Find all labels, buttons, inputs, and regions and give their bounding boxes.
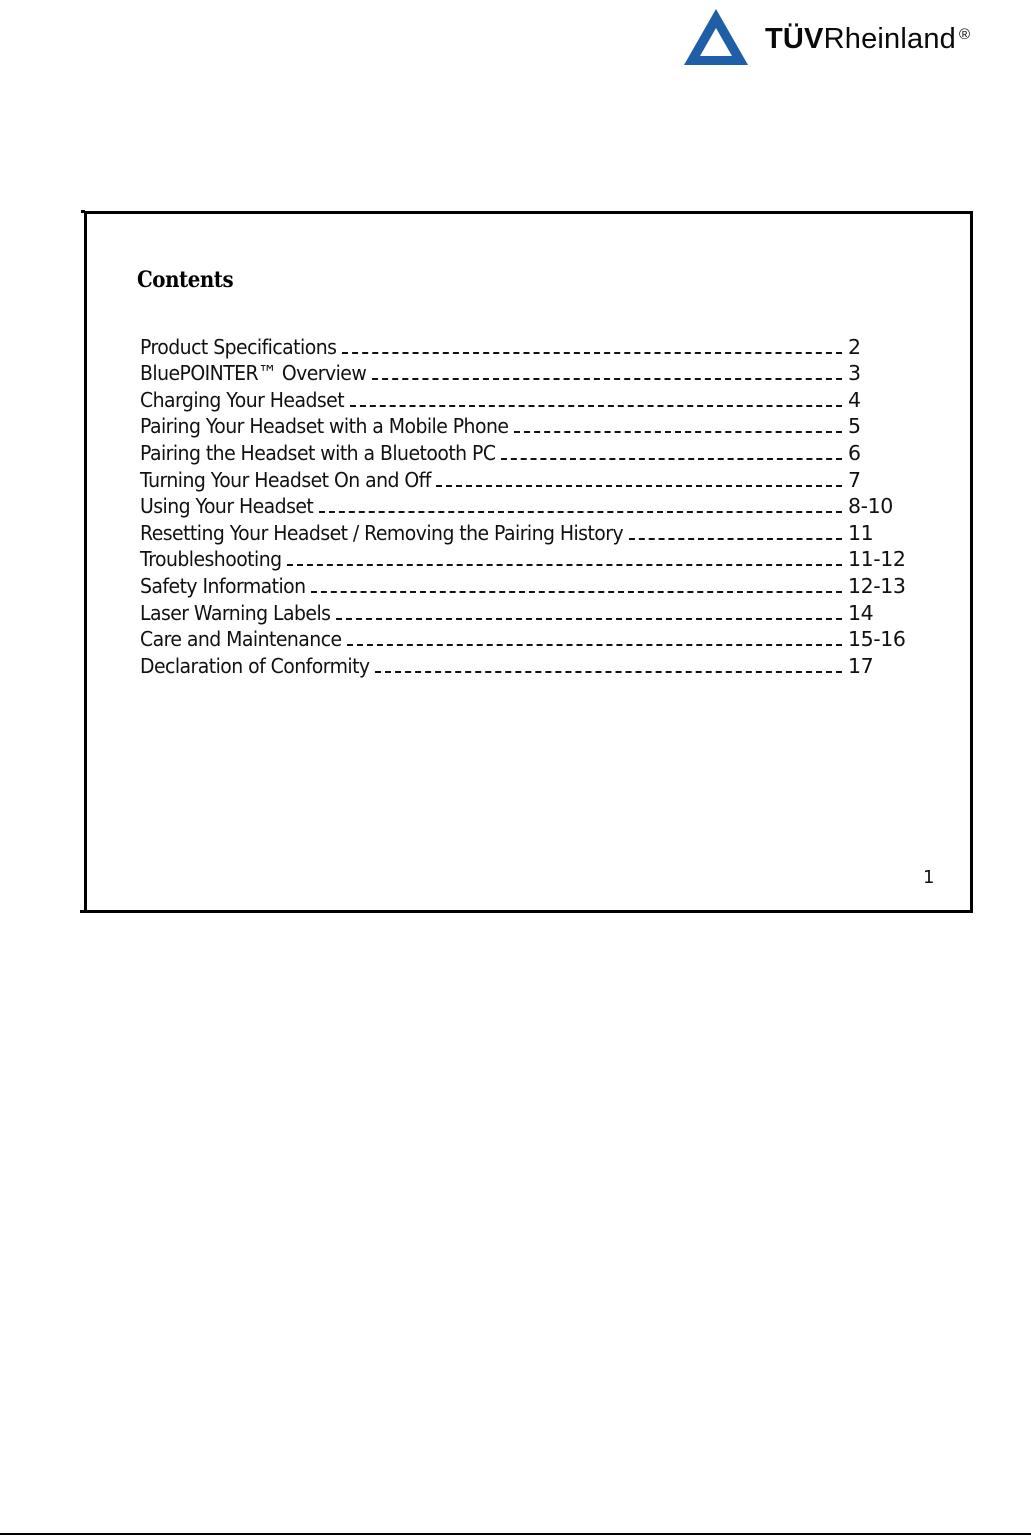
toc-entry-title: Declaration of Conformity <box>140 653 370 678</box>
toc-entry-page: 15-16 <box>848 627 906 652</box>
logo-wordmark-strong: TÜV <box>765 23 824 55</box>
toc-entry-title: Product Specifications <box>140 334 337 359</box>
logo-wordmark-rest: Rheinland <box>823 23 957 55</box>
contents-heading: Contents <box>137 267 234 293</box>
toc-entry <box>140 360 920 387</box>
toc-entry-title: Resetting Your Headset / Removing the Pairing History <box>140 520 624 545</box>
toc-entry-title: Troubleshooting <box>140 547 282 572</box>
toc-entry-page: 4 <box>848 387 861 412</box>
toc-entry <box>140 439 920 466</box>
toc-entry-title: Using Your Headset <box>140 494 314 519</box>
toc-dot-leader <box>629 538 842 540</box>
toc-entry-page: 5 <box>848 414 861 439</box>
toc-dot-leader <box>436 485 842 487</box>
toc-entry <box>140 652 920 679</box>
table-of-contents <box>140 333 920 679</box>
tuv-triangle-icon <box>683 8 749 66</box>
toc-dot-leader <box>375 671 842 673</box>
toc-entry-title: Charging Your Headset <box>140 387 345 412</box>
toc-entry-title: Pairing Your Headset with a Mobile Phone <box>140 414 509 439</box>
toc-entry <box>140 546 920 573</box>
toc-entry-page: 3 <box>848 361 861 386</box>
toc-entry <box>140 413 920 440</box>
toc-dot-leader <box>372 378 842 380</box>
frame-corner-tick-top <box>81 210 85 213</box>
toc-entry-page: 11 <box>848 520 874 545</box>
logo-wordmark <box>765 22 970 56</box>
toc-entry <box>140 386 920 413</box>
toc-entry-title: Laser Warning Labels <box>140 600 331 625</box>
toc-entry <box>140 493 920 520</box>
toc-dot-leader <box>342 352 842 354</box>
toc-dot-leader <box>311 591 842 593</box>
toc-entry-page: 11-12 <box>848 547 906 572</box>
toc-entry-page: 8-10 <box>848 494 893 519</box>
toc-dot-leader <box>501 458 842 460</box>
toc-entry-title: Care and Maintenance <box>140 627 342 652</box>
toc-entry-page: 7 <box>848 467 861 492</box>
toc-entry-page: 17 <box>848 653 874 678</box>
toc-entry <box>140 599 920 626</box>
toc-dot-leader <box>350 405 842 407</box>
toc-entry <box>140 466 920 493</box>
toc-entry-title: BluePOINTER™ Overview <box>140 361 367 386</box>
tuv-rheinland-logo <box>683 8 1013 68</box>
toc-entry-title: Turning Your Headset On and Off <box>140 467 431 492</box>
toc-entry <box>140 519 920 546</box>
toc-entry <box>140 626 920 653</box>
toc-dot-leader <box>514 431 842 433</box>
bottom-rule <box>0 1533 1031 1535</box>
toc-entry-page: 2 <box>848 334 861 359</box>
page-number: 1 <box>923 867 935 888</box>
toc-dot-leader <box>319 511 842 513</box>
toc-entry-page: 14 <box>848 600 874 625</box>
toc-entry-page: 6 <box>848 440 861 465</box>
toc-entry-title: Safety Information <box>140 573 306 598</box>
toc-dot-leader <box>287 564 842 566</box>
toc-entry <box>140 333 920 360</box>
toc-entry <box>140 572 920 599</box>
toc-dot-leader <box>336 618 842 620</box>
toc-dot-leader <box>347 644 842 646</box>
frame-corner-tick <box>80 910 86 913</box>
toc-entry-title: Pairing the Headset with a Bluetooth PC <box>140 440 496 465</box>
toc-entry-page: 12-13 <box>848 573 906 598</box>
registered-mark: ® <box>959 26 971 43</box>
